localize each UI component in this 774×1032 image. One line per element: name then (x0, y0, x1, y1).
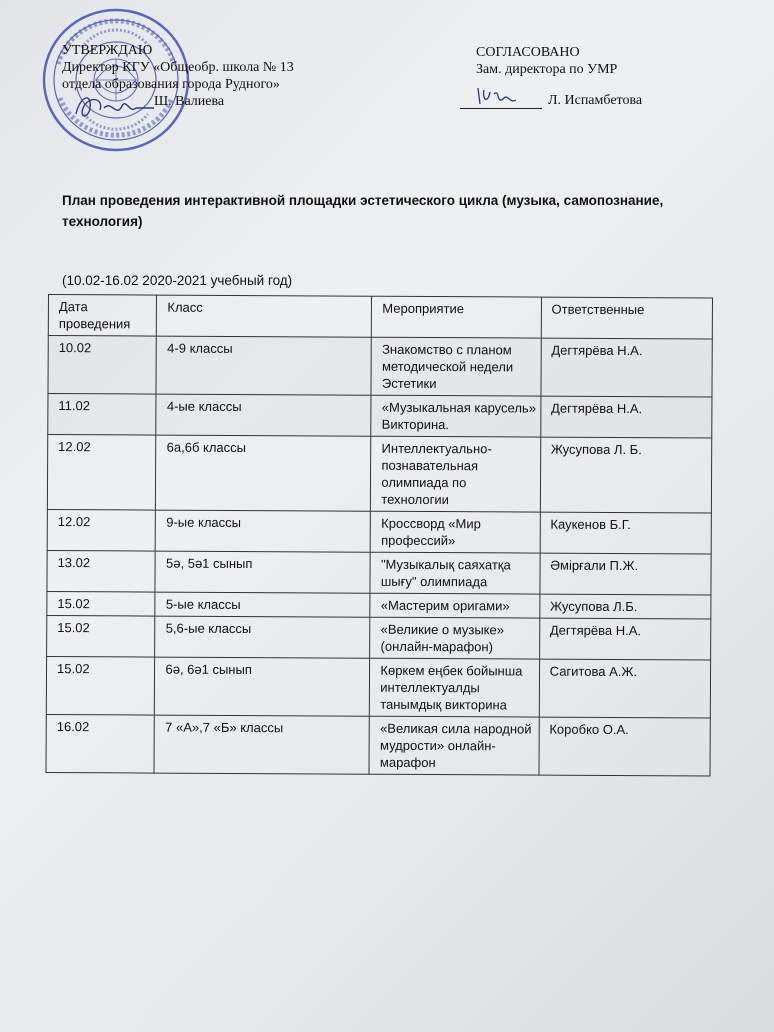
cell-event: «Великая сила народной мудрости» онлайн-марафон (369, 716, 539, 775)
cell-class: 6ә, 6ә1 сынып (155, 657, 370, 716)
table-header-row (48, 295, 712, 339)
cell-event: «Великие о музыке» (онлайн-марафон) (370, 617, 539, 659)
cell-class: 5ә, 5ә1 сынып (155, 551, 370, 593)
cell-event: Знакомство с планом методической недели Эстетики (371, 337, 541, 396)
table-row (47, 435, 711, 513)
cell-class: 4-ые классы (156, 394, 371, 436)
table-row (46, 656, 710, 717)
cell-date: 15.02 (46, 656, 155, 715)
table-row (47, 591, 711, 618)
cell-responsible: Дегтярёва Н.А. (540, 396, 712, 438)
cell-responsible: Дегтярёва Н.А. (541, 338, 713, 397)
cell-event: Кроссворд «Мир профессий» (371, 511, 540, 553)
table-body (46, 336, 712, 776)
cell-date: 11.02 (48, 394, 157, 436)
table-row (47, 615, 711, 659)
cell-date: 10.02 (48, 336, 157, 395)
cell-date: 12.02 (47, 509, 156, 551)
cell-date: 15.02 (47, 615, 156, 657)
approve-signer: Ш. Валиева (154, 94, 225, 109)
header-event: Мероприятие (372, 296, 541, 338)
cell-class: 5-ые классы (155, 592, 370, 617)
cell-responsible: Дегтярёва Н.А. (539, 618, 711, 660)
cell-event: «Мастерим оригами» (370, 593, 539, 618)
document-period: (10.02-16.02 2020-2021 учебный год) (62, 273, 293, 288)
table-row (46, 714, 710, 775)
cell-event: Көркем еңбек бойынша интеллектуалды танымдық викторина (370, 658, 540, 717)
approval-block (62, 42, 294, 110)
cell-responsible: Жусупова Л. Б. (540, 437, 712, 513)
cell-event: «Музыкальная карусель» Викторина. (371, 395, 540, 437)
cell-class: 7 «А»,7 «Б» классы (154, 715, 369, 774)
cell-responsible: Әмірғали П.Ж. (540, 553, 712, 595)
approve-line-1: Директор КГУ «Общеобр. школа № 13 (62, 60, 294, 75)
agree-line-1: Зам. директора по УМР (476, 62, 618, 77)
cell-class: 9-ые классы (156, 510, 371, 552)
cell-class: 5,6-ые классы (155, 616, 370, 658)
table-row (48, 394, 712, 438)
cell-responsible: Коробко О.А. (539, 717, 711, 776)
table-row (47, 509, 711, 553)
agree-signature-row (460, 92, 642, 109)
table-row (47, 550, 711, 594)
deputy-handwritten-signature (474, 82, 524, 110)
agreement-block (476, 44, 642, 109)
approve-heading: УТВЕРЖДАЮ (62, 43, 153, 58)
cell-event: "Музыкалық саяхатқа шығу" олимпиада (370, 552, 539, 594)
cell-responsible: Жусупова Л.Б. (539, 594, 710, 619)
signature-blank-line (460, 94, 542, 109)
agree-signer: Л. Испамбетова (548, 93, 643, 108)
header-responsible: Ответственные (541, 297, 713, 339)
approve-line-2: отдела образования города Рудного» (62, 77, 280, 92)
header-class: Класс (157, 295, 372, 337)
plan-table (45, 294, 712, 776)
agree-heading: СОГЛАСОВАНО (476, 45, 580, 60)
cell-responsible: Каукенов Б.Г. (540, 512, 712, 554)
cell-responsible: Сагитова А.Ж. (539, 659, 711, 718)
table-row (48, 336, 712, 397)
cell-date: 13.02 (47, 550, 156, 592)
cell-class: 6а,6б классы (156, 435, 371, 511)
document-title: План проведения интерактивной площадки эстетического цикла (музыка, самопознание, технология) (62, 193, 664, 229)
cell-event: Интеллектуально-познавательная олимпиада по технологии (371, 436, 541, 512)
header-date: Дата проведения (48, 295, 157, 337)
cell-date: 16.02 (46, 714, 155, 773)
cell-date: 15.02 (47, 591, 156, 616)
cell-date: 12.02 (47, 435, 156, 511)
cell-class: 4-9 классы (156, 336, 371, 395)
